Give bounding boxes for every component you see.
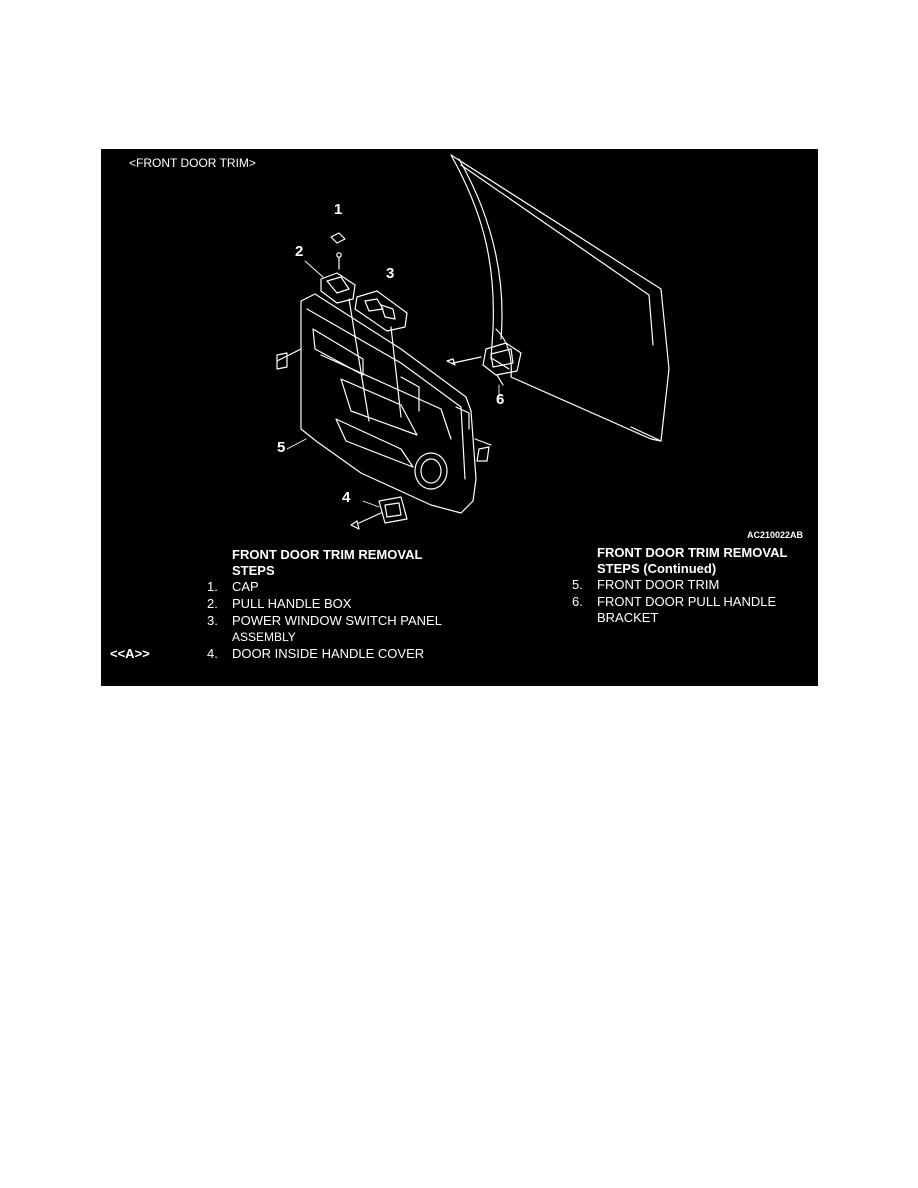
callout-3: 3: [386, 265, 395, 282]
step-number: 2.: [207, 596, 218, 611]
figure-caption: <FRONT DOOR TRIM>: [129, 156, 256, 170]
step-item: [207, 613, 442, 629]
step-item: [572, 577, 719, 593]
step-item: [207, 596, 351, 612]
step-text-continued: BRACKET: [597, 610, 659, 625]
step-number: 4.: [207, 646, 218, 661]
handle-cover-part: [351, 497, 407, 529]
step-text: FRONT DOOR PULL HANDLE: [597, 594, 777, 609]
step-text: POWER WINDOW SWITCH PANEL: [232, 613, 442, 628]
leader-lines: [287, 261, 499, 507]
left-steps-heading-line1: FRONT DOOR TRIM REMOVAL: [232, 547, 423, 562]
step-number: 3.: [207, 613, 218, 628]
door-trim-panel: [301, 294, 476, 513]
switch-panel-part: [355, 291, 407, 417]
callout-2: 2: [295, 243, 304, 260]
left-steps-heading-line2: STEPS: [232, 563, 275, 578]
right-steps-heading-line2: STEPS (Continued): [597, 561, 717, 576]
callout-4: 4: [342, 489, 351, 506]
step-text-continued: ASSEMBLY: [232, 630, 296, 644]
right-steps-heading-line1: FRONT DOOR TRIM REMOVAL: [597, 545, 788, 560]
pull-handle-bracket-part: [447, 343, 521, 385]
figure-code: AC210022AB: [747, 530, 804, 540]
note-marker: <<A>>: [110, 646, 150, 661]
step-text: PULL HANDLE BOX: [232, 596, 352, 611]
callout-1: 1: [334, 201, 343, 218]
step-text: CAP: [232, 579, 259, 594]
step-item: [207, 579, 259, 595]
callout-5: 5: [277, 439, 286, 456]
step-number: 6.: [572, 594, 583, 609]
step-item: [572, 594, 776, 610]
step-number: 1.: [207, 579, 218, 594]
callout-6: 6: [496, 391, 505, 408]
door-frame: [451, 155, 669, 441]
step-item: [207, 646, 424, 662]
step-text: FRONT DOOR TRIM: [597, 577, 720, 592]
door-trim-figure: [101, 149, 818, 686]
step-text: DOOR INSIDE HANDLE COVER: [232, 646, 425, 661]
step-number: 5.: [572, 577, 583, 592]
